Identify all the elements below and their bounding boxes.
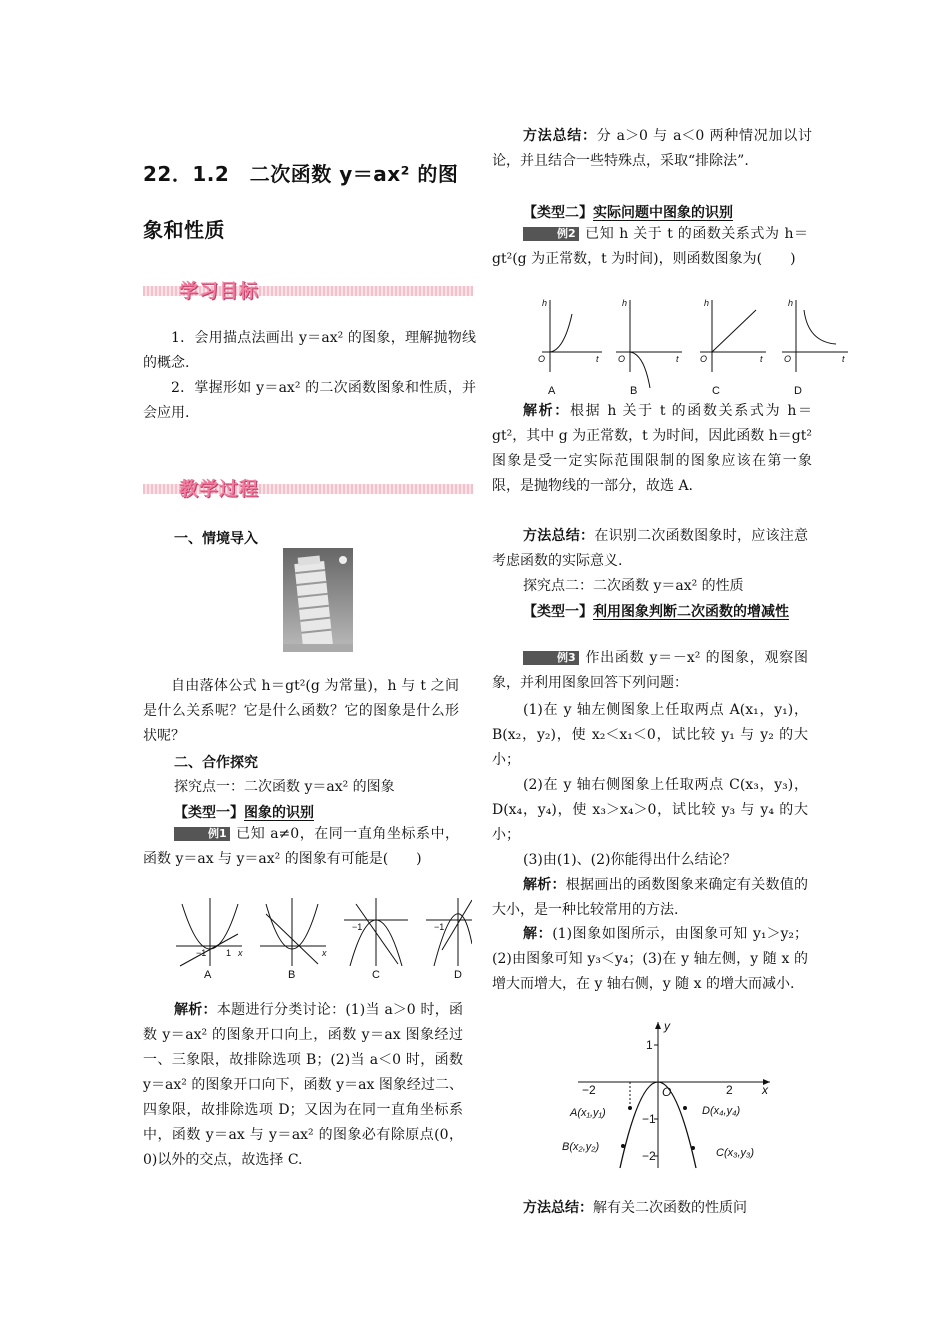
graph-a-label: A <box>204 969 212 981</box>
svg-text:2: 2 <box>726 1083 733 1097</box>
analysis1 <box>143 998 463 1173</box>
analysis1-text: 本题进行分类讨论：(1)当 a＞0 时，函数 y＝ax² 的图象开口向上，函数 y＝ax 图象经过一、三象限，故排除选项 B；(2)当 a＜0 时，函数 y＝ax² 的图象开口向下，函数 y＝ax 图象经过二、四象限，故排除选项 D；又因为在同一直角坐标系中，函数 y＝ax 与 y＝ax² 的图象必有除原点(0，0)以外的交点，故选择 C. <box>143 1002 463 1168</box>
section-explore: 二、合作探究 <box>174 755 258 771</box>
example1-text: 已知 a≠0，在同一直角坐标系中，函数 y＝ax 与 y＝ax² 的图象有可能是( ) <box>143 826 459 867</box>
graph2-a-label: A <box>548 385 556 397</box>
example2-badge: 例2 <box>523 227 579 241</box>
page-title-line2: 象和性质 <box>143 218 225 242</box>
goal-1: 1．会用描点法画出 y＝ax² 的图象，理解抛物线的概念. <box>143 330 476 371</box>
solution3 <box>492 922 808 997</box>
type1-title: 图象的识别 <box>244 805 314 821</box>
svg-text:−2: −2 <box>642 1149 656 1163</box>
example2-text: 已知 h 关于 t 的函数关系式为 h＝gt²(g 为正常数，t 为时间)，则函数图象为( ) <box>492 226 808 267</box>
graph2-d-label: D <box>794 385 802 397</box>
svg-text:h: h <box>542 298 548 308</box>
analysis3 <box>492 873 808 923</box>
svg-text:x: x <box>322 948 327 958</box>
svg-text:O: O <box>700 354 708 364</box>
example2-graphs <box>520 296 850 400</box>
analysis3-text: 根据画出的函数图象来确定有关数值的大小，是一种比较常用的方法. <box>492 877 809 918</box>
method3 <box>492 1196 808 1221</box>
svg-text:O: O <box>618 354 626 364</box>
svg-text:t: t <box>760 354 763 364</box>
example3-badge: 例3 <box>523 651 579 665</box>
type3-heading <box>492 600 808 625</box>
analysis2-text: 根据 h 关于 t 的函数关系式为 h＝gt²，其中 g 为正常数，t 为时间，因此函数 h＝gt² 图象是受一定实际范围限制的图象应该在第一象限，是抛物线的一部分，故选 A. <box>492 403 812 494</box>
example3-q3: (3)由(1)、(2)你能得出什么结论？ <box>523 852 737 868</box>
svg-text:O: O <box>662 1085 672 1099</box>
example3-text: 作出函数 y＝－x² 的图象，观察图象，并利用图象回答下列问题： <box>492 650 808 691</box>
graph2-c-label: C <box>712 385 720 397</box>
method2-label: 方法总结： <box>523 528 595 544</box>
svg-text:O: O <box>784 354 792 364</box>
type2-heading <box>523 202 733 222</box>
analysis2 <box>492 399 812 499</box>
svg-text:−1: −1 <box>352 922 363 932</box>
intro-text: 自由落体公式 h＝gt²(g 为常量)，h 与 t 之间是什么关系呢？它是什么函数？它的图象是什么形状呢？ <box>143 678 459 744</box>
goal-2: 2．掌握形如 y＝ax² 的二次函数图象和性质，并会应用. <box>143 380 476 421</box>
goals-banner <box>143 276 443 304</box>
example3-q1: (1)在 y 轴左侧图象上任取两点 A(x₁，y₁)，B(x₂，y₂)，使 x₂＜x₁＜0，试比较 y₁ 与 y₂ 的大小； <box>492 702 808 768</box>
type3-tag: 【类型一】 <box>523 604 593 620</box>
type3-title: 利用图象判断二次函数的增减性 <box>593 604 789 620</box>
parabola-graph <box>560 1018 780 1170</box>
process-banner-label: 教学过程 <box>179 478 260 500</box>
example1-badge: 例1 <box>174 827 230 841</box>
svg-text:−2: −2 <box>582 1083 596 1097</box>
point-a-label: A(x₁,y₁) <box>570 1107 606 1119</box>
type2-tag: 【类型二】 <box>523 205 593 221</box>
graph-d-label: D <box>454 969 462 981</box>
point-d-label: D(x₄,y₄) <box>702 1105 741 1117</box>
graph-b-label: B <box>288 969 296 981</box>
method3-label: 方法总结： <box>523 1200 593 1216</box>
point-c-label: C(x₃,y₃) <box>716 1147 755 1159</box>
solution3-label: 解： <box>523 926 553 942</box>
svg-text:h: h <box>704 298 710 308</box>
svg-text:−1: −1 <box>642 1112 656 1126</box>
svg-text:1: 1 <box>226 948 232 958</box>
method1-label: 方法总结： <box>523 128 597 144</box>
example3 <box>492 646 808 696</box>
analysis2-label: 解析： <box>523 403 570 419</box>
svg-text:x: x <box>238 948 243 958</box>
method3-text: 解有关二次函数的性质问 <box>593 1200 747 1216</box>
explore-point-1: 探究点一：二次函数 y＝ax² 的图象 <box>174 779 395 795</box>
explore-point-2: 探究点二：二次函数 y＝ax² 的性质 <box>523 578 744 594</box>
example1-graphs <box>172 894 472 982</box>
method1 <box>492 124 812 174</box>
svg-text:y: y <box>664 1019 670 1033</box>
svg-text:t: t <box>842 354 845 364</box>
process-banner <box>143 474 443 502</box>
svg-text:h: h <box>622 298 628 308</box>
example1 <box>143 822 459 872</box>
type1-tag: 【类型一】 <box>174 805 244 821</box>
example2 <box>492 222 808 272</box>
svg-text:h: h <box>788 298 794 308</box>
analysis1-label: 解析： <box>174 1002 217 1018</box>
section-intro: 一、情境导入 <box>174 531 258 547</box>
method2 <box>492 524 808 574</box>
svg-text:−1: −1 <box>196 948 207 958</box>
svg-text:t: t <box>596 354 599 364</box>
page-title-line1: 22．1.2 二次函数 y＝ax² 的图 <box>143 162 459 186</box>
example3-q2: (2)在 y 轴右侧图象上任取两点 C(x₃，y₃)，D(x₄，y₄)，使 x₃＞x₄＞0，试比较 y₃ 与 y₄ 的大小； <box>492 777 808 843</box>
type1-heading <box>174 802 314 822</box>
method2-text: 在识别二次函数图象时，应该注意考虑函数的实际意义. <box>492 528 809 569</box>
solution3-text: (1)图象如图所示，由图象可知 y₁＞y₂；(2)由图象可知 y₃＜y₄；(3)在 y 轴左侧，y 随 x 的增大而增大，在 y 轴右侧，y 随 x 的增大而减小. <box>492 926 809 992</box>
leaning-tower-image <box>283 548 353 652</box>
graph-c-label: C <box>372 969 380 981</box>
method1-text: 分 a＞0 与 a＜0 两种情况加以讨论，并且结合一些特殊点，采取“排除法”. <box>492 128 812 169</box>
point-b-label: B(x₂,y₂) <box>562 1141 600 1153</box>
graph2-b-label: B <box>630 385 638 397</box>
analysis3-label: 解析： <box>523 877 566 893</box>
type2-title: 实际问题中图象的识别 <box>593 205 733 221</box>
svg-text:−1: −1 <box>434 922 445 932</box>
svg-text:t: t <box>676 354 679 364</box>
svg-text:x: x <box>762 1083 768 1097</box>
svg-text:O: O <box>538 354 546 364</box>
svg-text:1: 1 <box>646 1038 653 1052</box>
goals-banner-label: 学习目标 <box>179 280 260 302</box>
